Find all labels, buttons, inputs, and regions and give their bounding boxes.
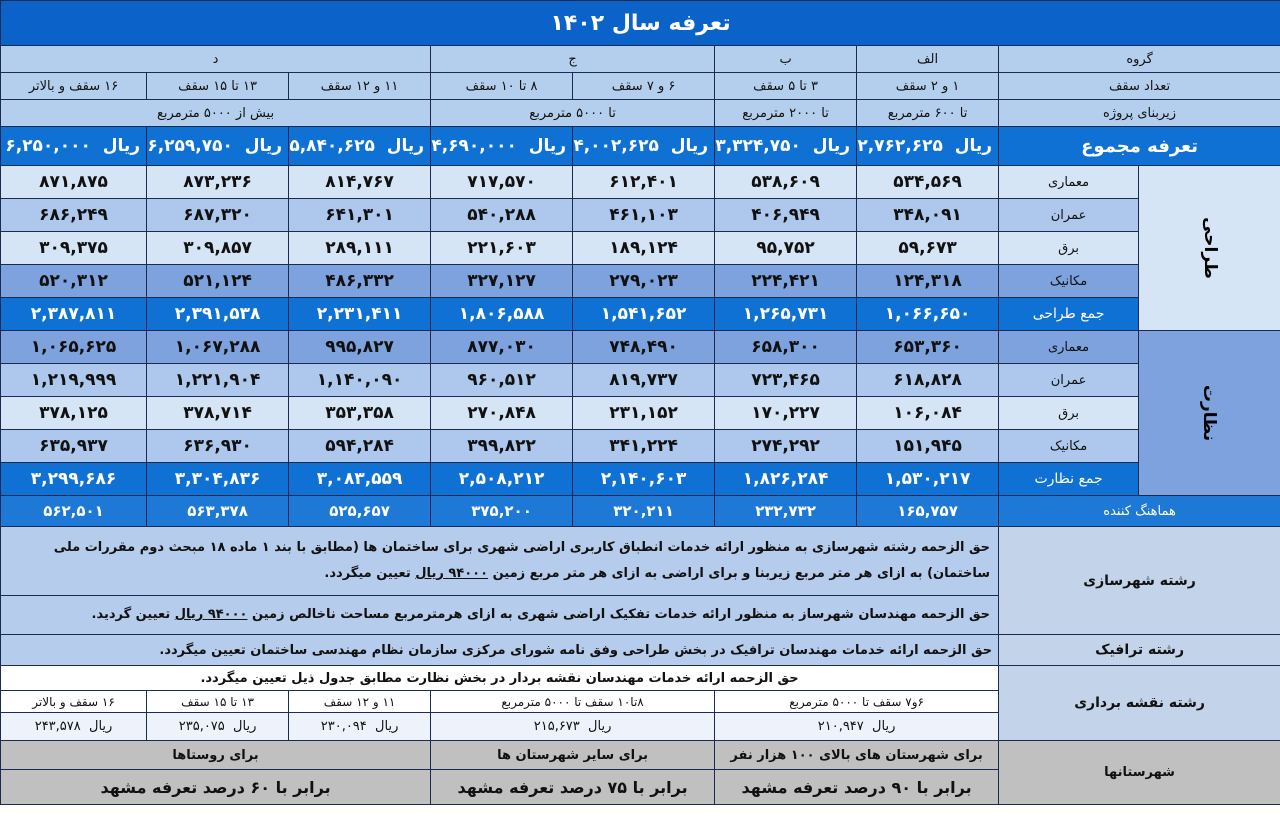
cities-value: برابر با ۶۰ درصد تعرفه مشهد <box>1 770 431 805</box>
supervision-row <box>1 364 1280 397</box>
cell: ۶۳۶,۹۳۰ <box>147 430 289 463</box>
cell: ۳۷۸,۱۲۵ <box>1 397 147 430</box>
survey-header: ۸تا۱۰ سقف تا ۵۰۰۰ مترمربع <box>431 691 715 713</box>
cell: ۵۶۲,۵۰۱ <box>1 496 147 527</box>
cell: ۳,۳۰۴,۸۳۶ <box>147 463 289 496</box>
cell: ۸۱۹,۷۳۷ <box>573 364 715 397</box>
cell: ۵۹۴,۲۸۴ <box>289 430 431 463</box>
cell: ۳۴۸,۰۹۱ <box>857 199 999 232</box>
cell: ۸۷۷,۰۳۰ <box>431 331 573 364</box>
design-row <box>1 265 1280 298</box>
cell: ۵۹,۶۷۳ <box>857 232 999 265</box>
supervision-section-label: نظارت <box>1139 331 1280 496</box>
traffic-label: رشته ترافیک <box>999 635 1280 666</box>
cell: ۳۰۹,۸۵۷ <box>147 232 289 265</box>
survey-header: ۱۶ سقف و بالاتر <box>1 691 147 713</box>
cell: ۴۶۱,۱۰۳ <box>573 199 715 232</box>
cell: ۱,۲۲۱,۹۰۴ <box>147 364 289 397</box>
group-be: ب <box>715 46 857 73</box>
cell: ۱۲۴,۳۱۸ <box>857 265 999 298</box>
cell: ۲۳۲,۷۳۲ <box>715 496 857 527</box>
urban-note-1: حق الزحمه رشته شهرسازی به منظور ارائه خدمات انطباق کاربری اراضی شهری برای ساختمان ها (مطابق با بند ۱ ماده ۱۸ مبحث دوم مقررات ملی ساختمان) به ازای هر متر مربع زیربنا و برای اراضی به ازای هر متر مربع زمین ۹۴۰۰۰ ریال تعیین میگردد. <box>1 527 999 596</box>
cell: ۶۵۸,۳۰۰ <box>715 331 857 364</box>
row-label: برق <box>999 232 1139 265</box>
cell: ۱۵۱,۹۴۵ <box>857 430 999 463</box>
floors-col: ۸ تا ۱۰ سقف <box>431 73 573 100</box>
total-label: تعرفه مجموع <box>999 127 1280 166</box>
cell: ۵۲۰,۳۱۲ <box>1 265 147 298</box>
cities-label: شهرستانها <box>999 741 1280 805</box>
survey-value: ریال ۲۴۳,۵۷۸ <box>1 713 147 741</box>
row-label: جمع نظارت <box>999 463 1139 496</box>
total-value: ریال ۶,۲۵۹,۷۵۰ <box>147 127 289 166</box>
row-label: هماهنگ کننده <box>999 496 1280 527</box>
design-row <box>1 232 1280 265</box>
row-label: معماری <box>999 166 1139 199</box>
cell: ۳۰۹,۳۷۵ <box>1 232 147 265</box>
cell: ۱,۰۶۶,۶۵۰ <box>857 298 999 331</box>
survey-label: رشته نقشه برداری <box>999 666 1280 741</box>
cell: ۱۸۹,۱۲۴ <box>573 232 715 265</box>
floors-col: ۱۳ تا ۱۵ سقف <box>147 73 289 100</box>
supervision-sum-row <box>1 463 1280 496</box>
urban-label: رشته شهرسازی <box>999 527 1280 635</box>
cell: ۳۲۷,۱۲۷ <box>431 265 573 298</box>
cell: ۱,۱۴۰,۰۹۰ <box>289 364 431 397</box>
group-label: گروه <box>999 46 1280 73</box>
cell: ۶۳۵,۹۳۷ <box>1 430 147 463</box>
cities-value: برابر با ۷۵ درصد تعرفه مشهد <box>431 770 715 805</box>
area-col: تا ۲۰۰۰ مترمربع <box>715 100 857 127</box>
cell: ۵۶۳,۳۷۸ <box>147 496 289 527</box>
cell: ۵۲۵,۶۵۷ <box>289 496 431 527</box>
cell: ۲۷۹,۰۲۳ <box>573 265 715 298</box>
cell: ۵۳۸,۶۰۹ <box>715 166 857 199</box>
cell: ۳۹۹,۸۲۲ <box>431 430 573 463</box>
cell: ۱۷۰,۲۲۷ <box>715 397 857 430</box>
urban-note-2: حق الزحمه مهندسان شهرساز به منظور ارائه خدمات تفکیک اراضی شهری به ازای هرمترمربع مساحت ناخالص زمین ۹۴۰۰۰ ریال تعیین گردید. <box>1 596 999 635</box>
cell: ۵۳۴,۵۶۹ <box>857 166 999 199</box>
floors-col: ۳ تا ۵ سقف <box>715 73 857 100</box>
cell: ۶۴۱,۳۰۱ <box>289 199 431 232</box>
cell: ۲,۳۸۷,۸۱۱ <box>1 298 147 331</box>
cell: ۲,۳۹۱,۵۳۸ <box>147 298 289 331</box>
cell: ۶۵۳,۳۶۰ <box>857 331 999 364</box>
cities-header: برای سایر شهرستان ها <box>431 741 715 770</box>
design-row <box>1 199 1280 232</box>
survey-value: ریال ۲۳۵,۰۷۵ <box>147 713 289 741</box>
survey-header: ۱۱ و ۱۲ سقف <box>289 691 431 713</box>
floors-label: تعداد سقف <box>999 73 1280 100</box>
cell: ۱۰۶,۰۸۴ <box>857 397 999 430</box>
cell: ۴۸۶,۳۳۲ <box>289 265 431 298</box>
cell: ۲۲۱,۶۰۳ <box>431 232 573 265</box>
group-jim: ج <box>431 46 715 73</box>
cell: ۷۲۳,۴۶۵ <box>715 364 857 397</box>
cell: ۹۶۰,۵۱۲ <box>431 364 573 397</box>
design-section-label: طراحی <box>1139 166 1280 331</box>
design-row <box>1 166 1280 199</box>
cell: ۳۴۱,۲۲۴ <box>573 430 715 463</box>
cell: ۴۰۶,۹۴۹ <box>715 199 857 232</box>
cell: ۸۱۴,۷۶۷ <box>289 166 431 199</box>
cell: ۱,۰۶۵,۶۲۵ <box>1 331 147 364</box>
survey-value: ریال ۲۳۰,۰۹۴ <box>289 713 431 741</box>
survey-title: حق الزحمه ارائه خدمات مهندسان نقشه بردار در بخش نظارت مطابق جدول ذیل تعیین میگردد. <box>1 666 999 691</box>
cell: ۳۲۰,۲۱۱ <box>573 496 715 527</box>
supervision-row <box>1 331 1280 364</box>
survey-value: ریال ۲۱۰,۹۴۷ <box>715 713 999 741</box>
cell: ۶۸۶,۲۴۹ <box>1 199 147 232</box>
cell: ۷۱۷,۵۷۰ <box>431 166 573 199</box>
row-label: برق <box>999 397 1139 430</box>
row-label: عمران <box>999 199 1139 232</box>
row-label: جمع طراحی <box>999 298 1139 331</box>
group-dal: د <box>1 46 431 73</box>
cell: ۶۸۷,۳۲۰ <box>147 199 289 232</box>
cell: ۳۷۸,۷۱۴ <box>147 397 289 430</box>
supervision-row <box>1 430 1280 463</box>
coordinator-row <box>1 496 1280 527</box>
row-label: مکانیک <box>999 430 1139 463</box>
row-label: مکانیک <box>999 265 1139 298</box>
area-col: تا ۶۰۰ مترمربع <box>857 100 999 127</box>
floors-col: ۱۱ و ۱۲ سقف <box>289 73 431 100</box>
cell: ۱,۲۶۵,۷۳۱ <box>715 298 857 331</box>
total-value: ریال ۳,۳۲۴,۷۵۰ <box>715 127 857 166</box>
cell: ۱,۰۶۷,۲۸۸ <box>147 331 289 364</box>
row-label: معماری <box>999 331 1139 364</box>
cell: ۲۲۴,۴۲۱ <box>715 265 857 298</box>
row-label: عمران <box>999 364 1139 397</box>
floors-col: ۶ و ۷ سقف <box>573 73 715 100</box>
cell: ۳۵۳,۳۵۸ <box>289 397 431 430</box>
survey-header: ۱۳ تا ۱۵ سقف <box>147 691 289 713</box>
cell: ۱۶۵,۷۵۷ <box>857 496 999 527</box>
cell: ۱,۸۲۶,۲۸۴ <box>715 463 857 496</box>
area-col: بیش از ۵۰۰۰ مترمربع <box>1 100 431 127</box>
cell: ۵۴۰,۲۸۸ <box>431 199 573 232</box>
supervision-row <box>1 397 1280 430</box>
cities-header: برای شهرستان های بالای ۱۰۰ هزار نفر <box>715 741 999 770</box>
survey-header: ۶و۷ سقف تا ۵۰۰۰ مترمربع <box>715 691 999 713</box>
cell: ۳,۰۸۳,۵۵۹ <box>289 463 431 496</box>
cell: ۲۷۰,۸۴۸ <box>431 397 573 430</box>
total-row <box>1 127 1280 166</box>
cell: ۱,۵۴۱,۶۵۲ <box>573 298 715 331</box>
total-value: ریال ۶,۲۵۰,۰۰۰ <box>1 127 147 166</box>
total-value: ریال ۵,۸۴۰,۶۲۵ <box>289 127 431 166</box>
cities-value: برابر با ۹۰ درصد تعرفه مشهد <box>715 770 999 805</box>
cell: ۲۷۴,۲۹۲ <box>715 430 857 463</box>
design-sum-row <box>1 298 1280 331</box>
floors-col: ۱ و ۲ سقف <box>857 73 999 100</box>
cell: ۵۲۱,۱۲۴ <box>147 265 289 298</box>
cell: ۶۱۲,۴۰۱ <box>573 166 715 199</box>
floors-col: ۱۶ سقف و بالاتر <box>1 73 147 100</box>
cell: ۳,۲۹۹,۶۸۶ <box>1 463 147 496</box>
group-alef: الف <box>857 46 999 73</box>
cell: ۲۳۱,۱۵۲ <box>573 397 715 430</box>
cell: ۲,۵۰۸,۲۱۲ <box>431 463 573 496</box>
cell: ۷۴۸,۴۹۰ <box>573 331 715 364</box>
cell: ۹۹۵,۸۲۷ <box>289 331 431 364</box>
cities-header: برای روستاها <box>1 741 431 770</box>
cell: ۸۷۳,۲۳۶ <box>147 166 289 199</box>
cell: ۲,۱۴۰,۶۰۳ <box>573 463 715 496</box>
cell: ۲,۲۳۱,۴۱۱ <box>289 298 431 331</box>
page-title: تعرفه سال ۱۴۰۲ <box>1 1 1280 46</box>
cell: ۱,۸۰۶,۵۸۸ <box>431 298 573 331</box>
total-value: ریال ۴,۶۹۰,۰۰۰ <box>431 127 573 166</box>
total-value: ریال ۲,۷۶۲,۶۲۵ <box>857 127 999 166</box>
cell: ۱,۲۱۹,۹۹۹ <box>1 364 147 397</box>
traffic-note: حق الزحمه ارائه خدمات مهندسان ترافیک در بخش طراحی وفق نامه شورای مرکزی سازمان نظام مهندسی ساختمان تعیین میگردد. <box>1 635 999 666</box>
cell: ۶۱۸,۸۲۸ <box>857 364 999 397</box>
area-label: زیربنای پروژه <box>999 100 1280 127</box>
cell: ۸۷۱,۸۷۵ <box>1 166 147 199</box>
cell: ۱,۵۳۰,۲۱۷ <box>857 463 999 496</box>
cell: ۹۵,۷۵۲ <box>715 232 857 265</box>
cell: ۳۷۵,۲۰۰ <box>431 496 573 527</box>
cell: ۲۸۹,۱۱۱ <box>289 232 431 265</box>
area-col: تا ۵۰۰۰ مترمربع <box>431 100 715 127</box>
total-value: ریال ۴,۰۰۲,۶۲۵ <box>573 127 715 166</box>
survey-value: ریال ۲۱۵,۶۷۳ <box>431 713 715 741</box>
